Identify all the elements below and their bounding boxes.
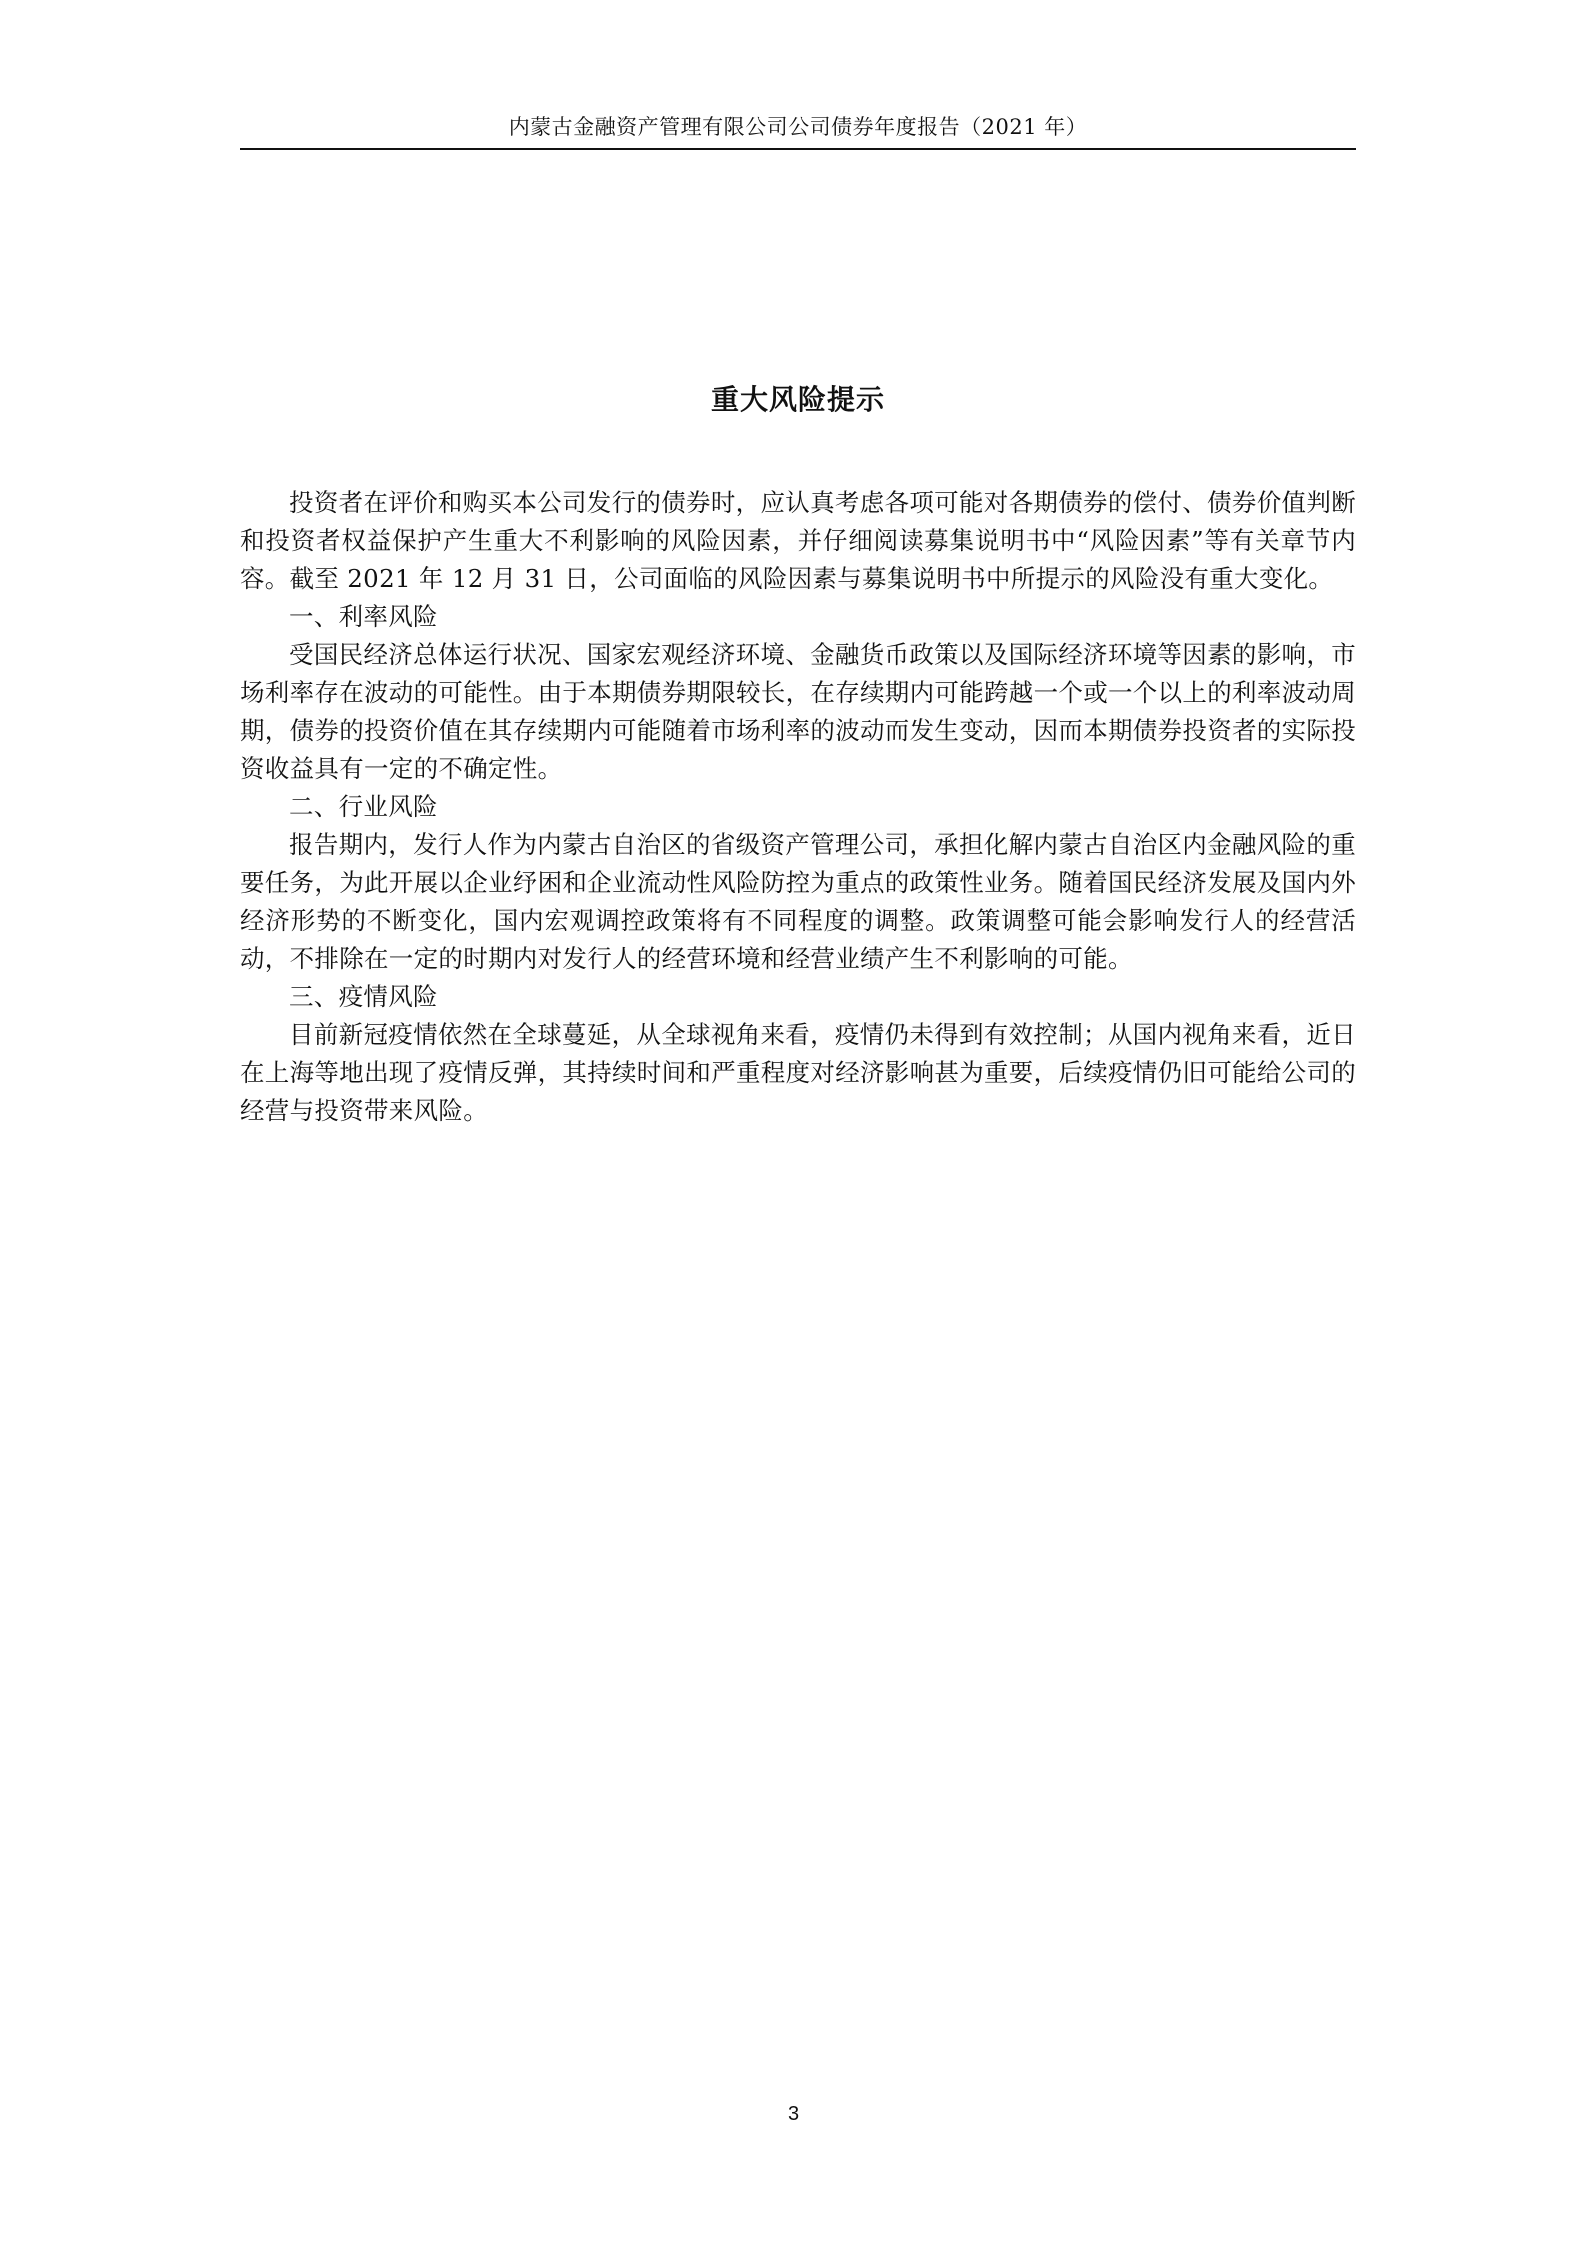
paragraph-industry-risk: 报告期内，发行人作为内蒙古自治区的省级资产管理公司，承担化解内蒙古自治区内金融风险的重要任务，为此开展以企业纾困和企业流动性风险防控为重点的政策性业务。随着国民经济发展及国内外经济形势的不断变化，国内宏观调控政策将有不同程度的调整。政策调整可能会影响发行人的经营活动，不排除在一定的时期内对发行人的经营环境和经营业绩产生不利影响的可能。 [240,830,1356,973]
subheading-epidemic-risk: 三、疫情风险 [289,982,438,1011]
document-body [240,484,1356,1130]
page-header: 内蒙古金融资产管理有限公司公司债券年度报告（2021 年） [508,115,1088,139]
section-title: 重大风险提示 [710,383,885,416]
subheading-interest-rate-risk: 一、利率风险 [289,602,438,631]
subheading-industry-risk: 二、行业风险 [289,792,438,821]
page-number: 3 [787,2103,800,2125]
paragraph-interest-rate-risk: 受国民经济总体运行状况、国家宏观经济环境、金融货币政策以及国际经济环境等因素的影响，市场利率存在波动的可能性。由于本期债券期限较长，在存续期内可能跨越一个或一个以上的利率波动周期，债券的投资价值在其存续期内可能随着市场利率的波动而发生变动，因而本期债券投资者的实际投资收益具有一定的不确定性。 [240,640,1356,783]
intro-paragraph: 投资者在评价和购买本公司发行的债券时，应认真考虑各项可能对各期债券的偿付、债券价值判断和投资者权益保护产生重大不利影响的风险因素，并仔细阅读募集说明书中“风险因素”等有关章节内容。截至 2021 年 12 月 31 日，公司面临的风险因素与募集说明书中所提示的风险没有重大变化。 [240,488,1356,593]
paragraph-epidemic-risk: 目前新冠疫情依然在全球蔓延，从全球视角来看，疫情仍未得到有效控制；从国内视角来看，近日在上海等地出现了疫情反弹，其持续时间和严重程度对经济影响甚为重要，后续疫情仍旧可能给公司的经营与投资带来风险。 [240,1020,1356,1125]
header-rule [240,148,1356,150]
